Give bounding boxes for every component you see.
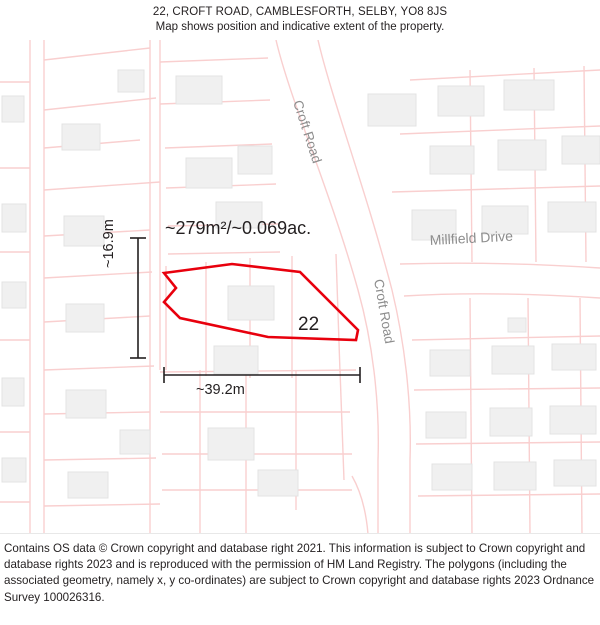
road-label-millfield-drive: Millfield Drive [429, 227, 514, 248]
copyright-text: Contains OS data © Crown copyright and database right 2021. This information is subject to Crown copyright and database rights 2023 and is reproduced with the permission of HM Land Registry. The polygons (including the associated geometry, namely x, y co-ordinates) are subject to Crown copyright and database rights 2023 Ordnance Survey 100026316. [4, 542, 595, 604]
property-address-title: 22, CROFT ROAD, CAMBLESFORTH, SELBY, YO8 8JS [152, 6, 448, 18]
map-description-subtitle: Map shows position and indicative extent of the property. [155, 21, 445, 33]
map-vector-layer [0, 40, 600, 534]
width-dimension-label: ~39.2m [196, 382, 245, 398]
height-dimension-label: ~16.9m [101, 219, 117, 268]
map-footer [0, 534, 600, 625]
plot-area-label: ~279m²/~0.069ac. [165, 218, 312, 238]
road-label-croft-road-upper: Croft Road [290, 98, 325, 166]
road-label-croft-road-lower: Croft Road [371, 277, 398, 345]
map-canvas[interactable] [0, 40, 600, 534]
map-header [0, 0, 600, 40]
plot-house-number-label: 22 [298, 314, 320, 335]
